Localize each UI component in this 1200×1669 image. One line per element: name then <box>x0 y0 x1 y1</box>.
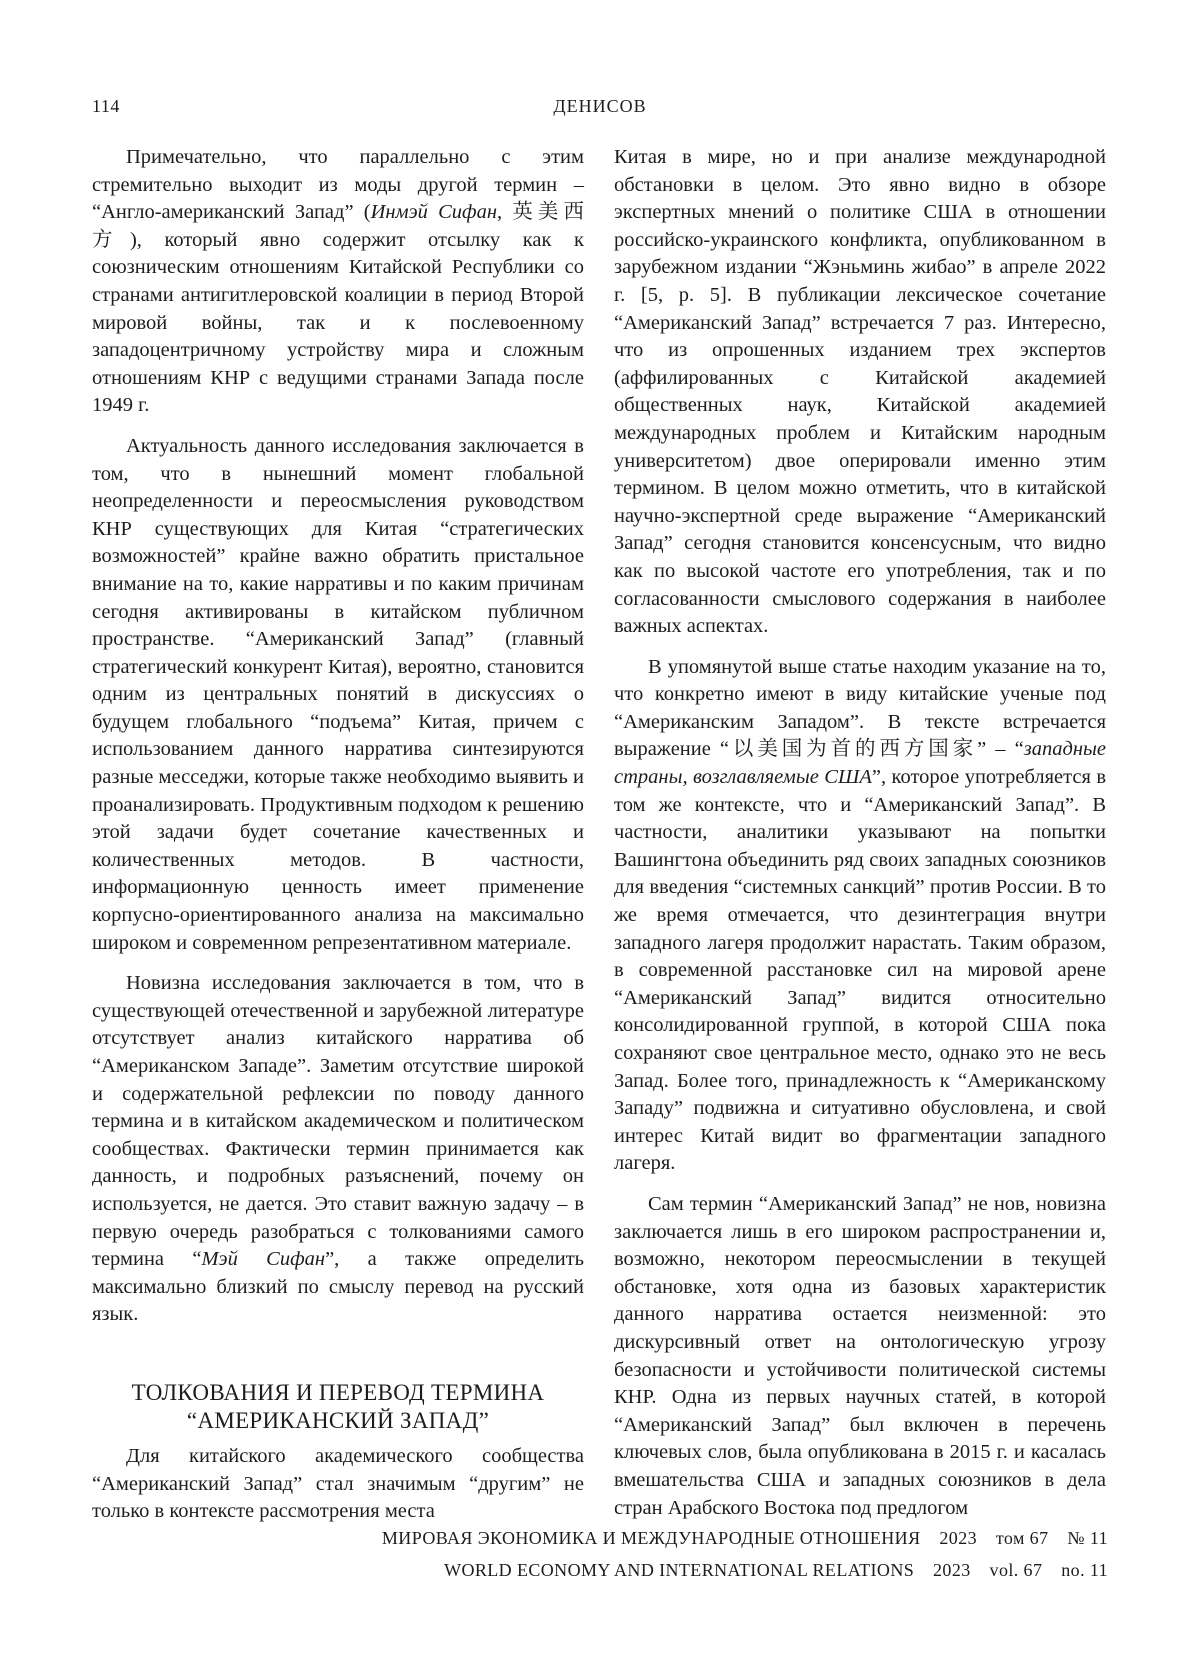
journal-volume: vol. 67 <box>989 1560 1043 1580</box>
page-header <box>92 96 1108 124</box>
paragraph <box>92 144 584 420</box>
journal-year: 2023 <box>933 1560 971 1580</box>
journal-year: 2023 <box>939 1528 977 1548</box>
page-number: 114 <box>92 96 120 116</box>
paragraph: Актуальность данного исследования заключается в том, что в нынешний момент глобальной неопределенности и переосмысления руководством КНР существующих для Китая “стратегических возможностей” крайне важно обратить пристальное внимание на то, какие нарративы и по каким причинам сегодня активированы в китайском публичном пространстве. “Американский Запад” (главный стратегический конкурент Китая), вероятно, становится одним из центральных понятий в дискуссиях о будущем глобального “подъема” Китая, причем с использованием данного нарратива синтезируются разные месседжи, которые также необходимо выявить и проанализировать. Продуктивным подходом к решению этой задачи будет сочетание качественных и количественных методов. В частности, информационную ценность имеет применение корпусно-ориентированного анализа на максимально широком и современном репрезентативном материале. <box>92 434 584 954</box>
right-column <box>614 144 1106 1535</box>
italic-term: Инмэй Сифан <box>370 201 498 224</box>
paragraph: Сам термин “Американский Запад” не нов, новизна заключается лишь в его широком распространении и, возможно, некотором переосмыслении в текущей обстановке, хотя одна из базовых характеристик данного нарратива остается неизменной: это дискурсивный ответ на онтологическую угрозу безопасности и устойчивости политической системы КНР. Одна из первых научных статей, в которой “Американский Запад” был включен в перечень ключевых слов, была опубликована в 2015 г. и касалась вмешательства США и западных союзников в дела стран Арабского Востока под предлогом <box>614 1192 1106 1519</box>
paragraph <box>614 654 1106 1178</box>
journal-issue: no. 11 <box>1061 1560 1108 1580</box>
section-heading-line: “АМЕРИКАНСКИЙ ЗАПАД” <box>186 1407 490 1433</box>
section-heading-line: ТОЛКОВАНИЯ И ПЕРЕВОД ТЕРМИНА <box>131 1379 545 1405</box>
paragraph-text: ”, а также определить максимально близкий по смыслу перевод на русский язык. <box>92 1248 585 1326</box>
italic-term: западные страны, возглавляемые США <box>614 738 1106 789</box>
paragraph-text: Новизна исследования заключается в том, что в существующей отечественной и зарубежной литературе отсутствует анализ китайского нарратива об “Американском Западе”. Заметим отсутствие широкой и содержательной рефлексии по поводу данного термина и в китайском академическом и политическом сообществах. Фактически термин принимается как данность, и подробных разъяснений, почему он используется, не дается. Это ставит важную задачу – в первую очередь разобраться с толкованиями самого термина “ <box>92 972 584 1271</box>
paragraph-text: В упомянутой выше статье находим указание на то, что конкретно имеют в виду китайские ученые под “Американским Западом”. В тексте встречается выражение “以美国为首的西方国家” – “ <box>614 655 1106 761</box>
left-column <box>92 144 584 1539</box>
section-heading <box>92 1379 584 1435</box>
paragraph <box>92 970 584 1329</box>
paragraph-text: ”, которое употребляется в том же контексте, что и “Американский Запад”. В частности, аналитики указывают на попытки Вашингтона объединить ряд своих западных союзников для введения “системных санкций” против России. В то же время отмечается, что дезинтеграция внутри западного лагеря продолжит нарастать. Таким образом, в современной расстановке сил на мировой арене “Американский Запад” видится относительно консолидированной группой, в которой США пока сохраняют свое центральное место, однако это не весь Запад. Более того, принадлежность к “Американскому Западу” подвижна и ситуативно обусловлена, и свой интерес Китай видит во фрагментации западного лагеря. <box>614 766 1107 1175</box>
journal-name: МИРОВАЯ ЭКОНОМИКА И МЕЖДУНАРОДНЫЕ ОТНОШЕНИЯ <box>381 1528 921 1548</box>
paragraph-text: , 英美西方), который явно содержит отсылку как к союзническим отношениям Китайской Республики со странами антигитлеровской коалиции в период Второй мировой войны, так и к послевоенному западоцентричному устройству мира и сложным отношениям КНР с ведущими странами Запада после 1949 г. <box>92 201 584 417</box>
paragraph: Китая в мире, но и при анализе международной обстановки в целом. Это явно видно в обзоре экспертных мнений о политике США в отношении российско-украинского конфликта, опубликованном в зарубежном издании “Жэньминь жибао” в апреле 2022 г. [5, p. 5]. В публикации лексическое сочетание “Американский Запад” встречается 7 раз. Интересно, что из опрошенных изданием трех экспертов (аффилированных с Китайской академией общественных наук, Китайской академией международных проблем и Китайским народным университетом) двое оперировали именно этим термином. В целом можно отметить, что в китайской научно-экспертной среде выражение “Американский Запад” сегодня становится консенсусным, что видно как по высокой частоте его употребления, так и по согласованности смыслового содержания в наиболее важных аспектах. <box>614 146 1106 638</box>
italic-term: Мэй Сифан <box>201 1248 326 1271</box>
footer-journal-ru <box>382 1528 1108 1549</box>
journal-issue: № 11 <box>1067 1528 1108 1548</box>
paragraph: Для китайского академического сообщества “Американский Запад” стал значимым “другим” не только в контексте рассмотрения места <box>92 1444 584 1523</box>
journal-name: WORLD ECONOMY AND INTERNATIONAL RELATIONS <box>444 1560 915 1580</box>
paragraph-text: Примечательно, что параллельно с этим стремительно выходит из моды другой термин – “Англо-американский Запад” ( <box>92 146 584 224</box>
journal-volume: том 67 <box>995 1528 1049 1548</box>
running-head-author: ДЕНИСОВ <box>553 96 647 116</box>
footer-journal-en <box>444 1560 1108 1581</box>
